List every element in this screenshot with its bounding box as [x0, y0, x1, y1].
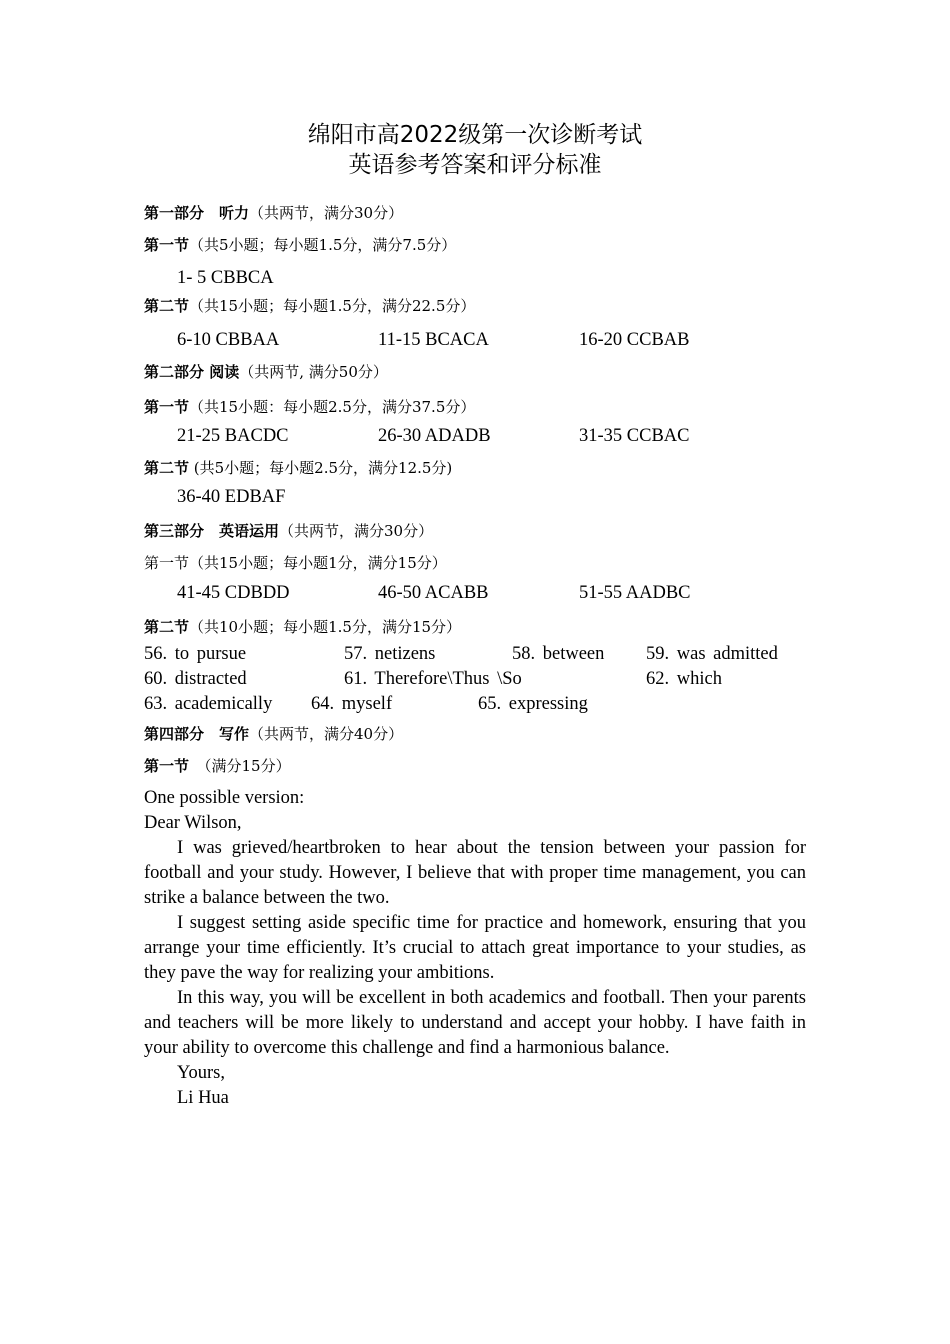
answer-26-30: 26-30 ADADB	[378, 426, 491, 446]
answer-56: 56. to pursue	[144, 644, 247, 664]
answer-60: 60. distracted	[144, 669, 247, 689]
part1-header	[144, 202, 403, 223]
answer-11-15: 11-15 BCACA	[378, 330, 489, 350]
answer-31-35: 31-35 CCBAC	[579, 426, 690, 446]
answer-65: 65. expressing	[478, 694, 588, 714]
part4-sec1-note: （满分15分）	[189, 757, 291, 775]
part2-sec2-note: (共5小题；每小题2.5分，满分12.5分)	[189, 459, 453, 477]
part2-sec1-header	[144, 396, 475, 417]
part1-sec2-note: （共15小题；每小题1.5分，满分22.5分）	[189, 297, 476, 315]
part4-heading: 第四部分 写作	[144, 725, 250, 743]
answer-57: 57. netizens	[344, 644, 436, 664]
part1-note: （共两节，满分30分）	[249, 204, 404, 222]
part2-sec1-note: （共15小题：每小题2.5分，满分37.5分）	[189, 398, 476, 416]
part3-sec2-heading: 第二节	[144, 618, 190, 636]
answer-62: 62. which	[646, 669, 722, 689]
part2-sec1-heading: 第一节	[144, 398, 190, 416]
answer-64: 64. myself	[311, 694, 393, 714]
part2-heading: 第二部分 阅读	[144, 363, 240, 381]
letter-paragraph: I suggest setting aside specific time for practice and homework, ensuring that you arrange your time efficiently. It’s crucial to attach great importance to your studies, as they pave the way for realizing your ambitions.	[144, 913, 806, 983]
answer-41-45: 41-45 CDBDD	[177, 583, 290, 603]
part4-note: （共两节，满分40分）	[249, 725, 404, 743]
part2-note: （共两节, 满分50分）	[239, 363, 388, 381]
page-title: 绵阳市高2022级第一次诊断考试	[307, 122, 643, 148]
answer-36-40: 36-40 EDBAF	[177, 487, 286, 507]
letter-paragraph: In this way, you will be excellent in both academics and football. Then your parents and teachers will be more likely to understand and accept your hobby. I have faith in your ability to overcome this challenge and find a harmonious balance.	[144, 988, 806, 1058]
letter-greeting: Dear Wilson,	[144, 813, 242, 833]
part4-sec1-heading: 第一节	[144, 757, 190, 775]
part1-sec2-header	[144, 295, 475, 316]
letter-closing: Yours,	[177, 1063, 225, 1083]
part1-sec1-note: （共5小题；每小题1.5分，满分7.5分）	[189, 236, 457, 254]
part3-note: （共两节，满分30分）	[279, 522, 434, 540]
part2-header	[144, 361, 388, 382]
part3-sec2-header	[144, 616, 461, 637]
letter-intro: One possible version:	[144, 788, 305, 808]
part3-sec1-note: （共15小题；每小题1分，满分15分）	[189, 554, 447, 572]
answer-1-5: 1- 5 CBBCA	[177, 268, 274, 288]
answer-46-50: 46-50 ACABB	[378, 583, 489, 603]
part1-heading: 第一部分 听力	[144, 204, 250, 222]
part3-header	[144, 520, 433, 541]
part2-sec2-heading: 第二节	[144, 459, 190, 477]
part2-sec2-header	[144, 457, 452, 478]
part4-header	[144, 723, 403, 744]
page-subtitle: 英语参考答案和评分标准	[348, 152, 602, 178]
letter-signature: Li Hua	[177, 1088, 229, 1108]
answer-61: 61. Therefore\Thus \So	[344, 669, 522, 689]
part4-sec1-header	[144, 755, 291, 776]
part3-sec2-note: （共10小题；每小题1.5分，满分15分）	[189, 618, 462, 636]
answer-51-55: 51-55 AADBC	[579, 583, 691, 603]
part1-sec1-heading: 第一节	[144, 236, 190, 254]
part3-sec1-header	[144, 552, 447, 573]
part1-sec2-heading: 第二节	[144, 297, 190, 315]
part3-heading: 第三部分 英语运用	[144, 522, 280, 540]
model-letter	[144, 786, 806, 1111]
answer-63: 63. academically	[144, 694, 273, 714]
answer-16-20: 16-20 CCBAB	[579, 330, 690, 350]
part3-sec1-heading: 第一节	[144, 554, 190, 572]
answer-58: 58. between	[512, 644, 605, 664]
answer-59: 59. was admitted	[646, 644, 778, 664]
letter-paragraph: I was grieved/heartbroken to hear about the tension between your passion for football and your study. However, I believe that with proper time management, you can strike a balance between the two.	[144, 838, 806, 908]
answer-6-10: 6-10 CBBAA	[177, 330, 280, 350]
part1-sec1-header	[144, 234, 456, 255]
answer-21-25: 21-25 BACDC	[177, 426, 289, 446]
